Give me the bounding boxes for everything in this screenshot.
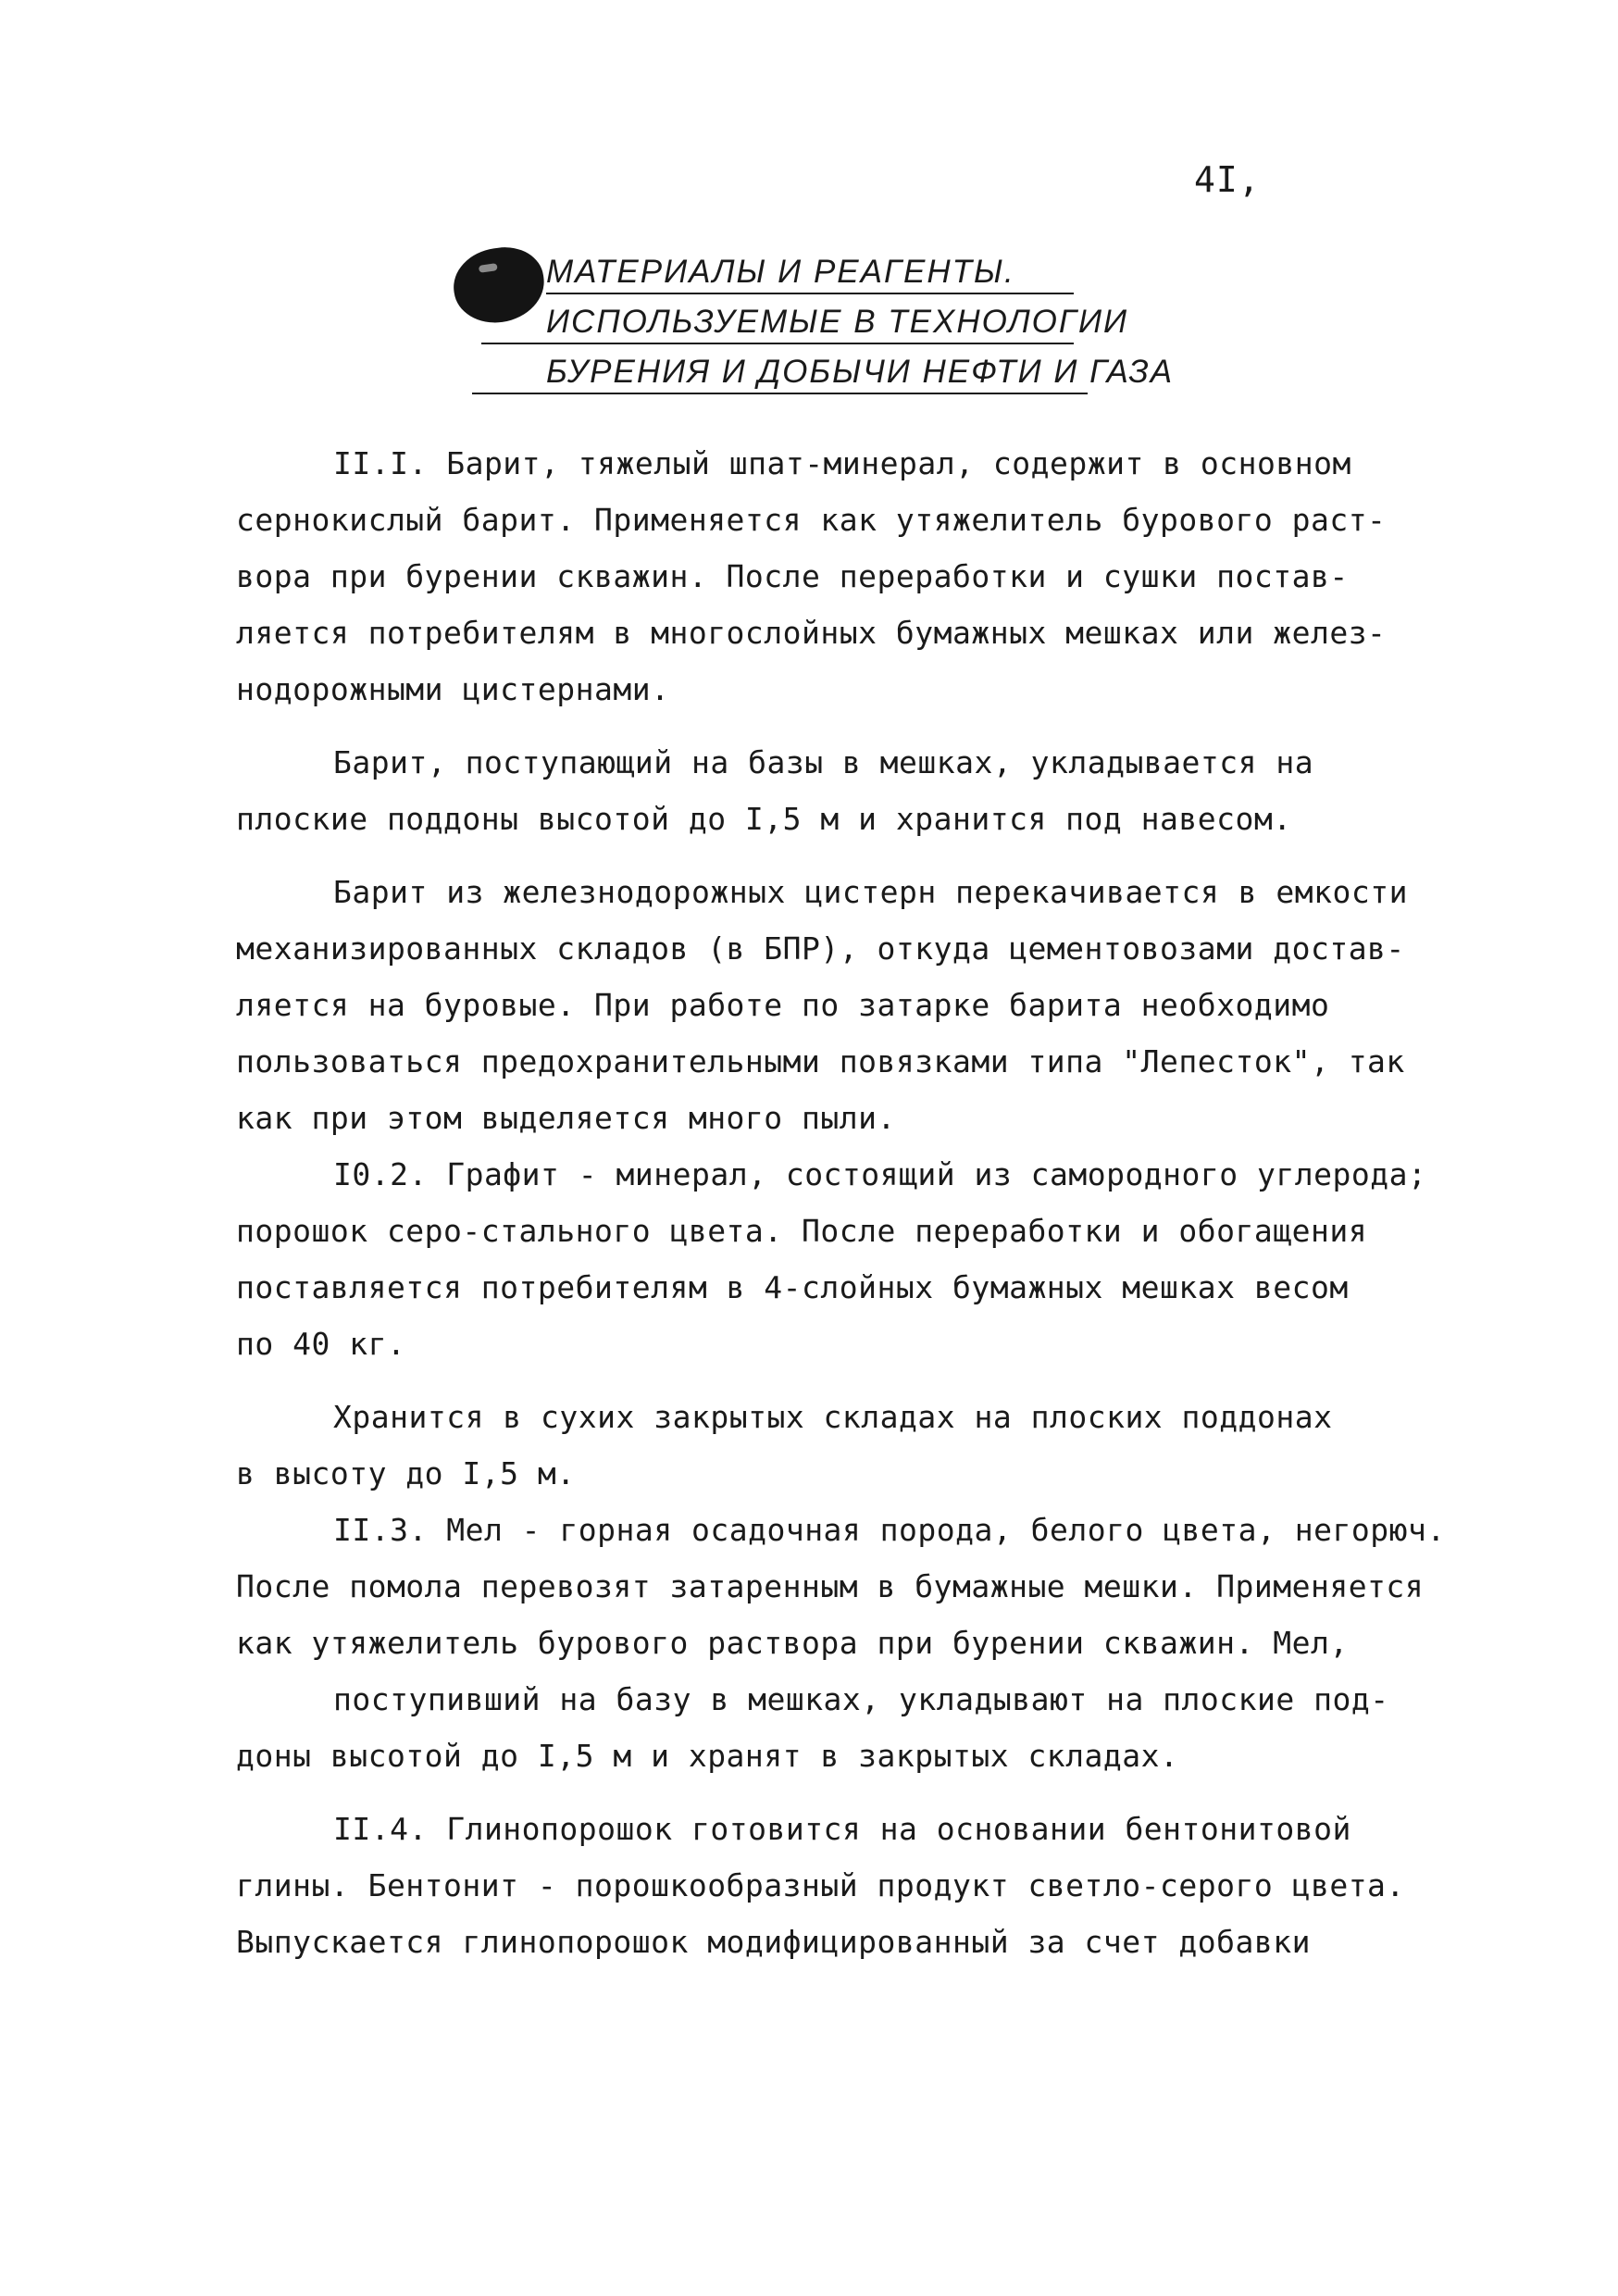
paragraph-barite-tanks — [236, 864, 1408, 1146]
text-line: поступивший на базу в мешках, укладывают на плоские под- — [333, 1681, 1389, 1717]
text-line: доны высотой до I,5 м и хранят в закрытых складах. — [236, 1738, 1179, 1774]
paragraph-chalk — [236, 1502, 1446, 1784]
text-line: механизированных складов (в БПР), откуда цементовозами достав- — [236, 930, 1405, 967]
title-line-1: МАТЕРИАЛЫ И РЕАГЕНТЫ. — [546, 254, 1074, 294]
text-line: ляется на буровые. При работе по затарке барита необходимо — [236, 987, 1330, 1023]
text-line: как при этом выделяется много пыли. — [236, 1100, 896, 1136]
text-line: глины. Бентонит - порошкообразный продукт светло-серого цвета. — [236, 1867, 1405, 1903]
text-line: II.I. Барит, тяжелый шпат-минерал, содержит в основном — [333, 445, 1351, 481]
title-line-2: ИСПОЛЬЗУЕМЫЕ В ТЕХНОЛОГИИ — [481, 304, 1074, 344]
paragraph-clay-powder — [236, 1801, 1405, 1970]
paragraph-barite-storage — [236, 734, 1393, 847]
text-line: плоские поддоны высотой до I,5 м и хранится под навесом. — [236, 801, 1292, 837]
text-line: как утяжелитель бурового раствора при бурении скважин. Мел, — [236, 1625, 1349, 1661]
text-line: пользоваться предохранительными повязками типа "Лепесток", так — [236, 1043, 1405, 1079]
text-line: I0.2. Графит - минерал, состоящий из самородного углерода; — [333, 1156, 1427, 1192]
text-line: Барит из железнодорожных цистерн перекачивается в емкости — [333, 874, 1408, 910]
paragraph-graphite-storage — [236, 1389, 1393, 1502]
text-line: II.4. Глинопорошок готовится на основании бентонитовой — [333, 1811, 1351, 1847]
text-line: Выпускается глинопорошок модифицированный за счет добавки — [236, 1924, 1311, 1960]
text-line: Хранится в сухих закрытых складах на плоских поддонах — [333, 1399, 1333, 1435]
text-line: После помола перевозят затаренным в бумажные мешки. Применяется — [236, 1568, 1425, 1604]
paragraph-barite — [236, 435, 1393, 718]
text-line: II.3. Мел - горная осадочная порода, белого цвета, негорюч. — [333, 1512, 1446, 1548]
page-number: 4I, — [1194, 159, 1261, 200]
paragraph-graphite — [236, 1146, 1427, 1372]
text-line: Барит, поступающий на базы в мешках, укладывается на — [333, 744, 1314, 780]
text-line: в высоту до I,5 м. — [236, 1455, 576, 1491]
text-line: порошок серо-стального цвета. После переработки и обогащения — [236, 1213, 1368, 1249]
text-line: вора при бурении скважин. После переработки и сушки постав- — [236, 558, 1349, 594]
text-line: нодорожными цистернами. — [236, 671, 670, 707]
document-body — [236, 435, 1446, 1970]
text-line: поставляется потребителям в 4-слойных бумажных мешках весом — [236, 1269, 1349, 1305]
title-line-3: БУРЕНИЯ И ДОБЫЧИ НЕФТИ И ГАЗА — [472, 354, 1088, 394]
text-line: сернокислый барит. Применяется как утяжелитель бурового раст- — [236, 502, 1387, 538]
text-line: ляется потребителям в многослойных бумажных мешках или желез- — [236, 615, 1387, 651]
text-line: по 40 кг. — [236, 1326, 406, 1362]
